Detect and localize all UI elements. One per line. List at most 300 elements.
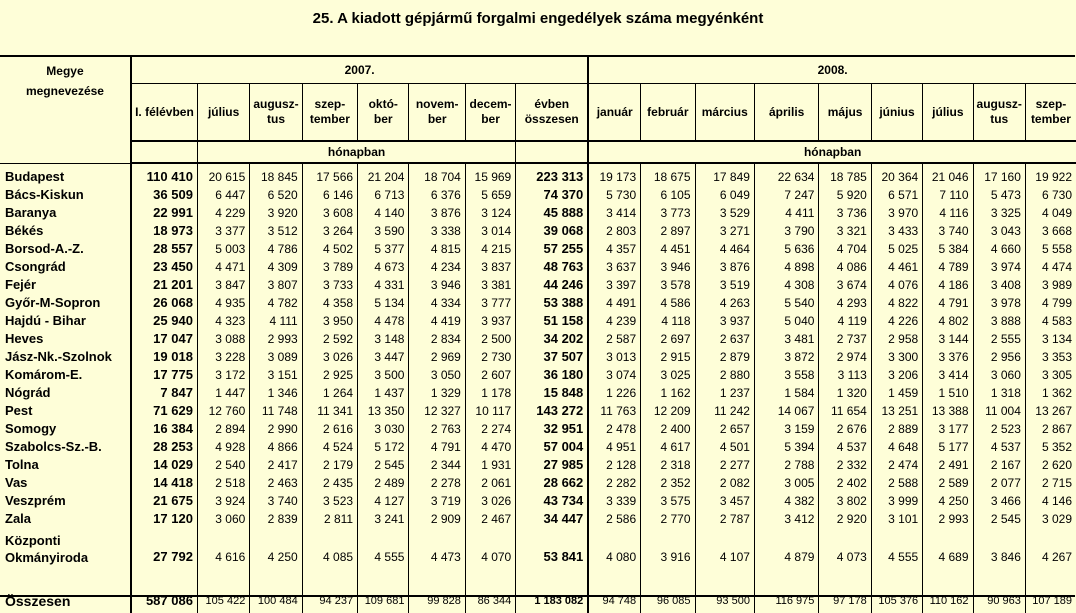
col-header-2007-m1: július [197, 84, 249, 142]
month-2007-value: 18 704 [409, 163, 465, 186]
month-2007-value: 3 512 [250, 222, 302, 240]
month-2007-value: 3 089 [250, 348, 302, 366]
county-name: Összesen [5, 593, 71, 609]
month-2008-value: 4 537 [973, 438, 1025, 456]
month-2007-value: 3 946 [409, 276, 465, 294]
month-2008-value: 2 867 [1025, 420, 1076, 438]
month-2007-value: 1 178 [465, 384, 515, 402]
month-2007-value: 1 437 [358, 384, 409, 402]
month-2007-value: 18 845 [250, 163, 302, 186]
month-2008-value: 96 085 [641, 566, 695, 613]
month-2008-value: 4 555 [871, 528, 922, 566]
month-2008-value: 2 082 [695, 474, 754, 492]
month-2008-value: 2 318 [641, 456, 695, 474]
month-2007-value: 3 876 [409, 204, 465, 222]
month-2008-value: 4 267 [1025, 528, 1076, 566]
month-2007-value: 4 616 [197, 528, 249, 566]
month-2008-value: 2 920 [819, 510, 871, 528]
month-2008-value: 5 558 [1025, 240, 1076, 258]
month-2008-value: 3 457 [695, 492, 754, 510]
month-2008-value: 4 461 [871, 258, 922, 276]
month-2008-value: 3 916 [641, 528, 695, 566]
month-2008-value: 2 332 [819, 456, 871, 474]
month-2007-value: 4 358 [302, 294, 357, 312]
month-2008-value: 3 177 [923, 420, 973, 438]
month-2008-value: 2 589 [923, 474, 973, 492]
month-2008-value: 5 636 [754, 240, 818, 258]
month-2008-value: 4 107 [695, 528, 754, 566]
month-2008-value: 4 250 [923, 492, 973, 510]
month-2008-value: 3 481 [754, 330, 818, 348]
month-2007-value: 3 837 [465, 258, 515, 276]
month-2007-value: 4 782 [250, 294, 302, 312]
month-2007-value: 2 545 [358, 456, 409, 474]
month-2008-value: 2 352 [641, 474, 695, 492]
year-total-value: 39 068 [516, 222, 589, 240]
month-2007-value: 4 815 [409, 240, 465, 258]
month-2008-value: 4 186 [923, 276, 973, 294]
month-2007-value: 3 026 [465, 492, 515, 510]
month-2007-value: 100 484 [250, 566, 302, 613]
month-2008-value: 2 889 [871, 420, 922, 438]
month-2008-value: 3 321 [819, 222, 871, 240]
table-row [0, 510, 1076, 528]
month-2007-value: 4 111 [250, 312, 302, 330]
month-2008-value: 4 049 [1025, 204, 1076, 222]
month-2008-value: 3 412 [754, 510, 818, 528]
month-2007-value: 3 740 [250, 492, 302, 510]
h1-value: 17 775 [131, 366, 197, 384]
month-2008-value: 4 799 [1025, 294, 1076, 312]
month-2008-value: 2 788 [754, 456, 818, 474]
month-2008-value: 5 394 [754, 438, 818, 456]
month-2008-value: 4 879 [754, 528, 818, 566]
month-2008-value: 2 676 [819, 420, 871, 438]
month-2007-value: 3 381 [465, 276, 515, 294]
table-row [0, 384, 1076, 402]
month-2008-value: 3 271 [695, 222, 754, 240]
month-2007-value: 3 777 [465, 294, 515, 312]
month-2007-value: 1 264 [302, 384, 357, 402]
h1-value: 71 629 [131, 402, 197, 420]
month-2008-value: 11 763 [588, 402, 640, 420]
month-2007-value: 3 241 [358, 510, 409, 528]
month-2007-value: 4 229 [197, 204, 249, 222]
h1-value: 21 201 [131, 276, 197, 294]
month-2007-value: 2 990 [250, 420, 302, 438]
month-2008-value: 21 046 [923, 163, 973, 186]
county-name: Baranya [5, 205, 57, 220]
month-2007-value: 2 274 [465, 420, 515, 438]
month-2008-value: 2 478 [588, 420, 640, 438]
month-2008-value: 4 586 [641, 294, 695, 312]
h1-spacer [131, 141, 197, 163]
month-2008-value: 4 704 [819, 240, 871, 258]
col-header-2008-m8: augusz-tus [973, 84, 1025, 142]
h1-value: 19 018 [131, 348, 197, 366]
month-2008-value: 6 730 [1025, 186, 1076, 204]
month-2008-value: 5 384 [923, 240, 973, 258]
month-2008-value: 4 226 [871, 312, 922, 330]
month-2007-value: 3 050 [409, 366, 465, 384]
month-2007-value: 4 473 [409, 528, 465, 566]
month-2008-value: 5 473 [973, 186, 1025, 204]
month-2008-value: 2 588 [871, 474, 922, 492]
table-row [0, 348, 1076, 366]
month-2007-value: 2 179 [302, 456, 357, 474]
month-2008-value: 2 787 [695, 510, 754, 528]
month-2008-value: 2 737 [819, 330, 871, 348]
h1-value: 36 509 [131, 186, 197, 204]
month-2007-value: 4 309 [250, 258, 302, 276]
month-2008-value: 1 226 [588, 384, 640, 402]
month-2008-value: 3 013 [588, 348, 640, 366]
table-row [0, 366, 1076, 384]
month-2008-value: 2 915 [641, 348, 695, 366]
month-2007-value: 3 228 [197, 348, 249, 366]
month-2008-value: 1 237 [695, 384, 754, 402]
month-2008-value: 2 523 [973, 420, 1025, 438]
month-2007-value: 11 341 [302, 402, 357, 420]
month-2008-value: 17 160 [973, 163, 1025, 186]
month-2008-value: 1 510 [923, 384, 973, 402]
month-2008-value: 4 537 [819, 438, 871, 456]
month-2008-value: 4 239 [588, 312, 640, 330]
month-2007-value: 2 518 [197, 474, 249, 492]
month-2008-value: 3 790 [754, 222, 818, 240]
h1-value: 14 029 [131, 456, 197, 474]
month-2008-value: 17 849 [695, 163, 754, 186]
month-2008-value: 3 946 [641, 258, 695, 276]
month-2008-value: 4 898 [754, 258, 818, 276]
month-2007-value: 3 172 [197, 366, 249, 384]
month-2008-value: 3 558 [754, 366, 818, 384]
month-2007-value: 2 467 [465, 510, 515, 528]
month-2007-value: 2 811 [302, 510, 357, 528]
month-2007-value: 2 061 [465, 474, 515, 492]
year-total-value: 223 313 [516, 163, 589, 186]
month-2008-value: 3 519 [695, 276, 754, 294]
month-2008-value: 4 689 [923, 528, 973, 566]
col-header-2008-m4: április [754, 84, 818, 142]
month-2007-value: 2 489 [358, 474, 409, 492]
year-total-value: 37 507 [516, 348, 589, 366]
month-2008-value: 3 575 [641, 492, 695, 510]
registration-table [0, 57, 1076, 613]
month-2008-value: 94 748 [588, 566, 640, 613]
month-2007-value: 3 523 [302, 492, 357, 510]
month-2008-value: 7 110 [923, 186, 973, 204]
month-2007-value: 4 234 [409, 258, 465, 276]
month-2007-value: 3 733 [302, 276, 357, 294]
month-2008-value: 110 162 [923, 566, 973, 613]
year-total-value: 36 180 [516, 366, 589, 384]
month-2008-value: 1 584 [754, 384, 818, 402]
month-2008-value: 2 958 [871, 330, 922, 348]
month-2008-value: 4 660 [973, 240, 1025, 258]
month-2008-value: 11 654 [819, 402, 871, 420]
month-2008-value: 3 466 [973, 492, 1025, 510]
county-name: Szabolcs-Sz.-B. [5, 439, 102, 454]
county-name: Heves [5, 331, 44, 346]
month-2007-value: 6 376 [409, 186, 465, 204]
month-2008-value: 4 382 [754, 492, 818, 510]
month-2008-value: 3 074 [588, 366, 640, 384]
month-2008-value: 1 320 [819, 384, 871, 402]
table-row [0, 330, 1076, 348]
month-2007-value: 3 937 [465, 312, 515, 330]
month-2007-value: 2 435 [302, 474, 357, 492]
month-2008-value: 2 586 [588, 510, 640, 528]
month-2007-value: 3 920 [250, 204, 302, 222]
month-2008-value: 1 362 [1025, 384, 1076, 402]
county-name: Zala [5, 511, 32, 526]
month-2008-value: 4 648 [871, 438, 922, 456]
month-2007-value: 4 250 [250, 528, 302, 566]
month-2008-value: 3 974 [973, 258, 1025, 276]
county-name: Jász-Nk.-Szolnok [5, 349, 112, 364]
month-2007-value: 3 264 [302, 222, 357, 240]
table-row [0, 240, 1076, 258]
month-2008-value: 90 963 [973, 566, 1025, 613]
month-2008-value: 2 402 [819, 474, 871, 492]
table-row [0, 492, 1076, 510]
month-2008-value: 3 134 [1025, 330, 1076, 348]
month-2008-value: 5 177 [923, 438, 973, 456]
month-2007-value: 2 417 [250, 456, 302, 474]
month-2008-value: 6 049 [695, 186, 754, 204]
month-2008-value: 4 474 [1025, 258, 1076, 276]
month-2008-value: 3 433 [871, 222, 922, 240]
month-2007-value: 2 278 [409, 474, 465, 492]
month-2008-value: 2 620 [1025, 456, 1076, 474]
month-2008-value: 4 583 [1025, 312, 1076, 330]
month-2008-value: 3 736 [819, 204, 871, 222]
month-2007-value: 20 615 [197, 163, 249, 186]
month-2007-value: 3 500 [358, 366, 409, 384]
month-2007-value: 2 763 [409, 420, 465, 438]
month-2008-value: 7 247 [754, 186, 818, 204]
month-2008-value: 3 339 [588, 492, 640, 510]
month-2007-value: 4 127 [358, 492, 409, 510]
month-2007-value: 109 681 [358, 566, 409, 613]
month-2007-value: 2 894 [197, 420, 249, 438]
county-name: Budapest [5, 168, 65, 184]
month-2007-value: 10 117 [465, 402, 515, 420]
month-2007-value: 4 673 [358, 258, 409, 276]
month-2007-value: 2 592 [302, 330, 357, 348]
month-2008-value: 5 920 [819, 186, 871, 204]
col-header-2008-m1: január [588, 84, 640, 142]
month-2007-value: 3 847 [197, 276, 249, 294]
month-2008-value: 4 822 [871, 294, 922, 312]
col-header-2008-m5: május [819, 84, 871, 142]
total-row [0, 566, 1076, 613]
col-header-2007-m3: szep-tember [302, 84, 357, 142]
month-2007-value: 105 422 [197, 566, 249, 613]
year-total-value: 15 848 [516, 384, 589, 402]
month-2008-value: 13 267 [1025, 402, 1076, 420]
month-2007-value: 3 030 [358, 420, 409, 438]
year-total-value: 27 985 [516, 456, 589, 474]
col-header-2007-m5: novem-ber [409, 84, 465, 142]
month-2008-value: 6 105 [641, 186, 695, 204]
month-2007-value: 2 616 [302, 420, 357, 438]
month-2007-value: 4 935 [197, 294, 249, 312]
month-2008-value: 4 146 [1025, 492, 1076, 510]
table-row [0, 204, 1076, 222]
county-name: Békés [5, 223, 44, 238]
month-2007-value: 4 478 [358, 312, 409, 330]
month-2007-value: 86 344 [465, 566, 515, 613]
h1-value: 14 418 [131, 474, 197, 492]
month-2007-value: 4 791 [409, 438, 465, 456]
month-2008-value: 2 956 [973, 348, 1025, 366]
month-2008-value: 3 773 [641, 204, 695, 222]
year-total-value: 1 183 082 [516, 566, 589, 613]
month-2007-value: 94 237 [302, 566, 357, 613]
month-2008-value: 4 080 [588, 528, 640, 566]
month-2008-value: 2 770 [641, 510, 695, 528]
month-2008-value: 22 634 [754, 163, 818, 186]
month-2007-value: 2 909 [409, 510, 465, 528]
month-2008-value: 12 209 [641, 402, 695, 420]
month-2007-value: 3 950 [302, 312, 357, 330]
month-2008-value: 116 975 [754, 566, 818, 613]
month-2007-value: 4 085 [302, 528, 357, 566]
h1-value: 7 847 [131, 384, 197, 402]
month-2008-value: 3 872 [754, 348, 818, 366]
month-2008-value: 2 277 [695, 456, 754, 474]
month-2008-value: 3 674 [819, 276, 871, 294]
month-2008-value: 4 464 [695, 240, 754, 258]
month-2008-value: 2 400 [641, 420, 695, 438]
month-2007-value: 4 331 [358, 276, 409, 294]
county-name: Komárom-E. [5, 367, 83, 382]
month-2008-value: 3 578 [641, 276, 695, 294]
month-2008-value: 4 076 [871, 276, 922, 294]
month-2008-value: 6 571 [871, 186, 922, 204]
month-2007-value: 3 924 [197, 492, 249, 510]
county-name: Csongrád [5, 259, 66, 274]
year-total-value: 53 388 [516, 294, 589, 312]
county-name: Pest [5, 403, 33, 418]
month-2008-value: 3 888 [973, 312, 1025, 330]
month-2007-value: 4 334 [409, 294, 465, 312]
month-2008-value: 2 587 [588, 330, 640, 348]
year-2008-header: 2008. [588, 57, 1076, 84]
month-2008-value: 3 206 [871, 366, 922, 384]
month-2007-value: 5 134 [358, 294, 409, 312]
month-2008-value: 3 005 [754, 474, 818, 492]
month-2008-value: 1 318 [973, 384, 1025, 402]
month-2008-value: 4 491 [588, 294, 640, 312]
year-total-value: 57 255 [516, 240, 589, 258]
month-2007-value: 3 807 [250, 276, 302, 294]
month-2007-value: 2 834 [409, 330, 465, 348]
month-2008-value: 2 637 [695, 330, 754, 348]
year-total-value: 32 951 [516, 420, 589, 438]
county-name: Somogy [5, 421, 57, 436]
month-2008-value: 4 789 [923, 258, 973, 276]
month-2007-value: 12 760 [197, 402, 249, 420]
month-2008-value: 3 353 [1025, 348, 1076, 366]
col-header-2008-m7: július [923, 84, 973, 142]
total-spacer [516, 141, 589, 163]
month-2008-value: 1 162 [641, 384, 695, 402]
county-header: Megye megnevezése [0, 57, 131, 163]
month-2007-value: 4 866 [250, 438, 302, 456]
month-2008-value: 2 555 [973, 330, 1025, 348]
month-2008-value: 107 189 [1025, 566, 1076, 613]
month-2008-value: 3 060 [973, 366, 1025, 384]
month-2007-value: 1 447 [197, 384, 249, 402]
h1-value: 25 940 [131, 312, 197, 330]
month-2007-value: 4 215 [465, 240, 515, 258]
month-2008-value: 4 357 [588, 240, 640, 258]
month-2007-value: 2 839 [250, 510, 302, 528]
month-2007-value: 3 338 [409, 222, 465, 240]
h1-value: 17 047 [131, 330, 197, 348]
table-row [0, 528, 1076, 566]
month-2008-value: 2 128 [588, 456, 640, 474]
h1-value: 28 253 [131, 438, 197, 456]
year-total-value: 45 888 [516, 204, 589, 222]
month-2007-value: 4 928 [197, 438, 249, 456]
h1-value: 587 086 [131, 566, 197, 613]
month-2008-value: 2 880 [695, 366, 754, 384]
month-2008-value: 2 657 [695, 420, 754, 438]
month-2008-value: 20 364 [871, 163, 922, 186]
month-2008-value: 2 474 [871, 456, 922, 474]
month-2007-value: 2 925 [302, 366, 357, 384]
month-2008-value: 18 785 [819, 163, 871, 186]
month-2007-value: 4 470 [465, 438, 515, 456]
month-2008-value: 11 004 [973, 402, 1025, 420]
month-2008-value: 4 411 [754, 204, 818, 222]
month-2007-value: 5 377 [358, 240, 409, 258]
table-row [0, 438, 1076, 456]
month-2008-value: 11 242 [695, 402, 754, 420]
month-2008-value: 3 846 [973, 528, 1025, 566]
h1-value: 22 991 [131, 204, 197, 222]
col-header-h1: I. félévben [131, 84, 197, 142]
month-2008-value: 4 086 [819, 258, 871, 276]
month-2008-value: 19 173 [588, 163, 640, 186]
month-2008-value: 97 178 [819, 566, 871, 613]
year-total-value: 43 734 [516, 492, 589, 510]
year-total-value: 34 202 [516, 330, 589, 348]
month-2007-value: 1 931 [465, 456, 515, 474]
month-2008-value: 13 388 [923, 402, 973, 420]
h1-value: 27 792 [131, 528, 197, 566]
month-2008-value: 2 697 [641, 330, 695, 348]
month-2007-value: 6 146 [302, 186, 357, 204]
h1-value: 16 384 [131, 420, 197, 438]
month-2007-value: 1 329 [409, 384, 465, 402]
month-2008-value: 93 500 [695, 566, 754, 613]
month-2008-value: 105 376 [871, 566, 922, 613]
month-2008-value: 3 668 [1025, 222, 1076, 240]
month-2008-value: 13 251 [871, 402, 922, 420]
year-total-value: 48 763 [516, 258, 589, 276]
month-2008-value: 2 803 [588, 222, 640, 240]
month-2008-value: 4 263 [695, 294, 754, 312]
month-2007-value: 3 060 [197, 510, 249, 528]
month-2007-value: 3 124 [465, 204, 515, 222]
month-2008-value: 3 999 [871, 492, 922, 510]
county-name: Központi Okmányiroda [5, 533, 89, 565]
